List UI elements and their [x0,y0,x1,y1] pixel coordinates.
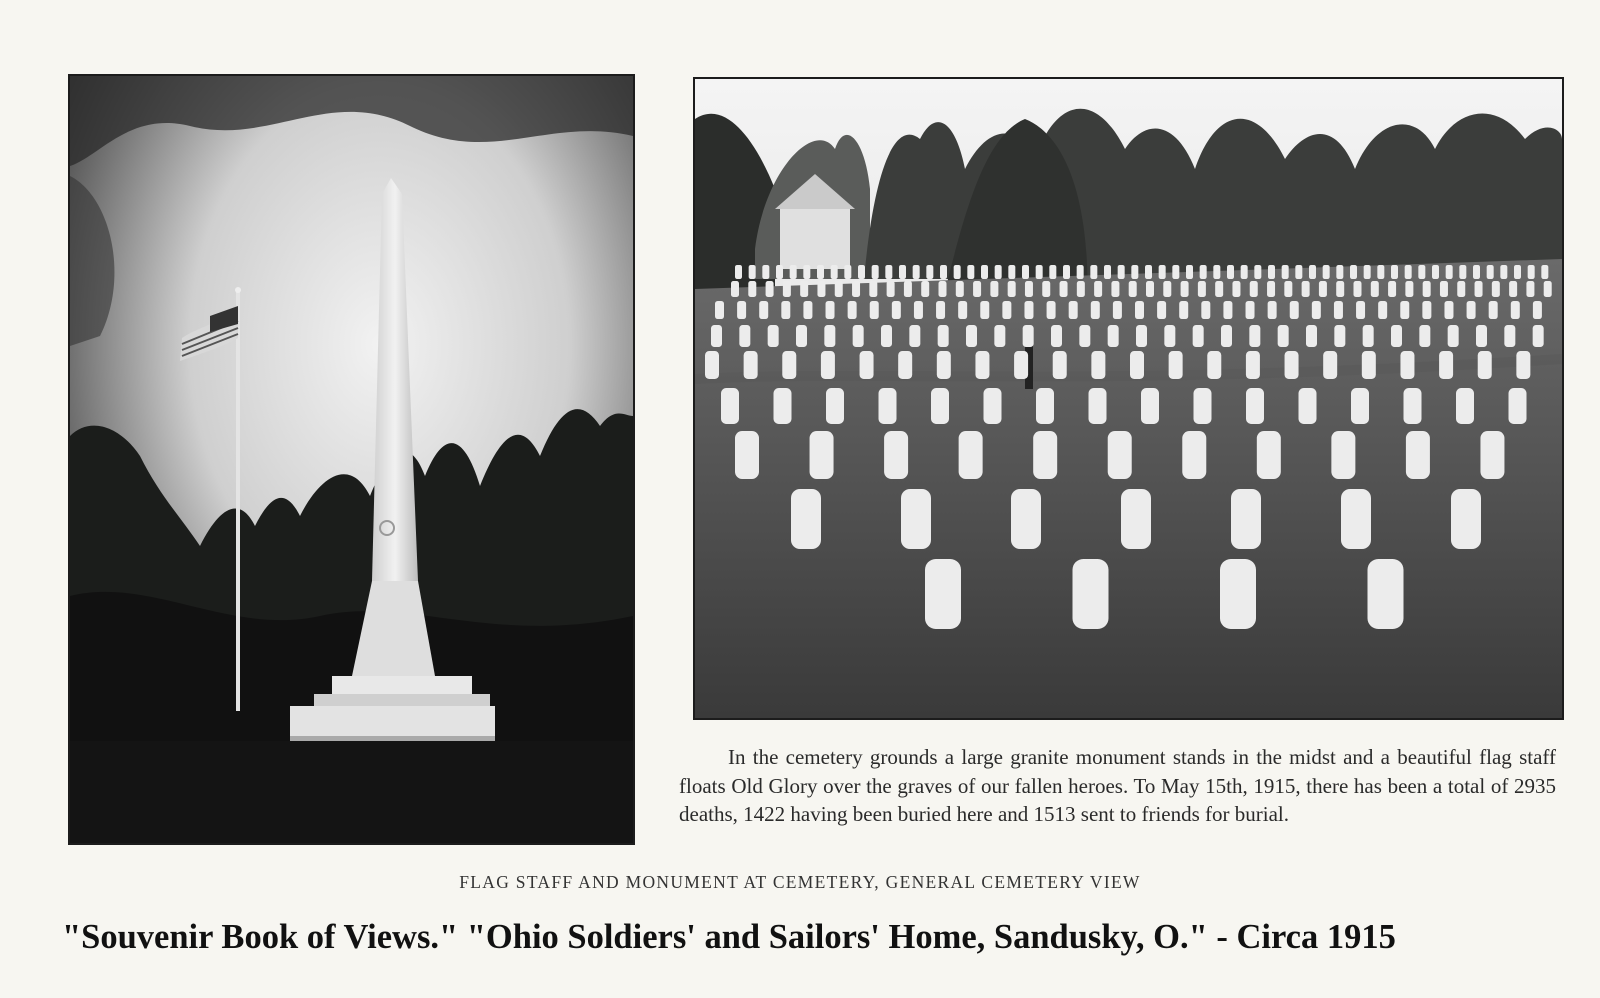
headstone [1432,265,1439,279]
headstone [1207,351,1221,379]
headstone [1036,265,1043,279]
headstone [762,265,769,279]
headstone [1047,301,1056,319]
headstone [1528,265,1535,279]
headstone [735,265,742,279]
headstone [884,431,908,479]
headstone [1108,431,1132,479]
headstone [980,301,989,319]
headstone [1135,301,1144,319]
cemetery-photo-image [695,79,1562,718]
headstone [1215,281,1223,297]
headstone [1268,301,1277,319]
headstone [1533,301,1542,319]
headstone [1278,325,1289,347]
headstone [1295,265,1302,279]
monument-photo-image [70,76,633,843]
headstone [1246,301,1255,319]
headstone [1023,325,1034,347]
headstone [1302,281,1310,297]
headstone [936,301,945,319]
headstone [1008,265,1015,279]
headstone [901,489,931,549]
headstone [1181,281,1189,297]
headstone [1077,265,1084,279]
headstone [1478,351,1492,379]
headstone [1249,325,1260,347]
headstone [1130,351,1144,379]
headstone [1232,281,1240,297]
book-title: "Souvenir Book of Views." "Ohio Soldiers' and Sailors' Home, Sandusky, O." - Circa 1915 [62,918,1396,956]
headstone [744,351,758,379]
headstone [1492,281,1500,297]
headstone [1312,301,1321,319]
headstone [1049,265,1056,279]
headstone [1108,325,1119,347]
headstone [1391,325,1402,347]
headstone [879,388,897,424]
headstone [1423,281,1431,297]
headstone [1487,265,1494,279]
headstone [1391,265,1398,279]
headstone [1533,325,1544,347]
headstone [759,301,768,319]
headstone [721,388,739,424]
headstone [913,265,920,279]
headstone [831,265,838,279]
headstone [748,281,756,297]
headstone [1113,301,1122,319]
headstone [1451,489,1481,549]
headstone [967,265,974,279]
headstone [1362,351,1376,379]
headstone [1544,281,1552,297]
headstone [1514,265,1521,279]
headstone [1290,301,1299,319]
headstone [995,265,1002,279]
headstone [1480,431,1504,479]
headstone [1136,325,1147,347]
headstone [925,559,961,629]
headstone [984,388,1002,424]
headstone [1091,301,1100,319]
headstone [1516,351,1530,379]
headstone [1439,351,1453,379]
headstone [803,265,810,279]
headstone [1091,351,1105,379]
headstone [937,351,951,379]
headstone [1194,388,1212,424]
headstone [1131,265,1138,279]
headstone [1541,265,1548,279]
headstone [1179,301,1188,319]
monument-photo [68,74,635,845]
headstone [1213,265,1220,279]
headstone [1526,281,1534,297]
headstone [1069,301,1078,319]
headstone [1129,281,1137,297]
headstone [1141,388,1159,424]
headstone [781,301,790,319]
headstone [735,431,759,479]
headstone [1404,388,1422,424]
headstone [1285,351,1299,379]
headstone [1356,301,1365,319]
headstone [1448,325,1459,347]
headstone [826,301,835,319]
headstone [1368,559,1404,629]
headstone [1036,388,1054,424]
headstone [731,281,739,297]
headstone [1444,301,1453,319]
headstone [1257,431,1281,479]
headstone [790,265,797,279]
headstone [835,281,843,297]
headstone [1172,265,1179,279]
headstone [858,265,865,279]
headstone [826,388,844,424]
headstone [1053,351,1067,379]
headstone [1446,265,1453,279]
description-paragraph: In the cemetery grounds a large granite monument stands in the midst and a beautiful flag staff floats Old Glory over the graves of our fallen heroes. To May 15th, 1915, there has been a total of 2935 deaths, 1422 having been buried here and 1513 sent to friends for burial. [679,745,1556,826]
headstone [860,351,874,379]
headstone [1246,388,1264,424]
headstone [1299,388,1317,424]
headstone [1405,281,1413,297]
headstone [872,265,879,279]
headstone [1440,281,1448,297]
headstone [1014,351,1028,379]
cemetery-photo [693,77,1564,720]
headstone [914,301,923,319]
headstone [1159,265,1166,279]
headstone [898,351,912,379]
headstone [1182,431,1206,479]
headstone [1090,265,1097,279]
headstone [1405,265,1412,279]
headstone [1319,281,1327,297]
headstone [817,265,824,279]
headstone [853,325,864,347]
headstone [783,281,791,297]
headstone [749,265,756,279]
headstone [1459,265,1466,279]
headstone [1422,301,1431,319]
headstone [958,301,967,319]
headstone [1371,281,1379,297]
headstone [1022,265,1029,279]
headstone [870,301,879,319]
headstone [1500,265,1507,279]
headstone [1400,301,1409,319]
headstone [1323,265,1330,279]
headstone [1063,265,1070,279]
headstone [990,281,998,297]
headstone [774,388,792,424]
headstone [899,265,906,279]
headstone [705,351,719,379]
headstone [956,281,964,297]
headstone [892,301,901,319]
headstone [959,431,983,479]
headstone [1400,351,1414,379]
headstone [1051,325,1062,347]
headstone [1363,325,1374,347]
headstone [791,489,821,549]
headstone [1323,351,1337,379]
headstone [1164,325,1175,347]
headstone [1157,301,1166,319]
headstone [1364,265,1371,279]
headstone [766,281,774,297]
headstone [824,325,835,347]
headstone [1489,301,1498,319]
headstone [1509,281,1517,297]
headstone [1227,265,1234,279]
headstone [975,351,989,379]
headstone [1250,281,1258,297]
headstone [885,265,892,279]
headstone [1163,281,1171,297]
headstone [848,301,857,319]
headstone [1111,281,1119,297]
headstone [1089,388,1107,424]
headstone [1284,281,1292,297]
headstone [938,325,949,347]
headstone [994,325,1005,347]
headstone [737,301,746,319]
headstone [1024,301,1033,319]
headstone [768,325,779,347]
headstone [1201,301,1210,319]
headstone [973,281,981,297]
headstone [1079,325,1090,347]
headstone [739,325,750,347]
headstone [981,265,988,279]
headstone [1220,559,1256,629]
headstone [939,281,947,297]
headstone [1456,388,1474,424]
headstone [1354,281,1362,297]
headstone [966,325,977,347]
headstone [817,281,825,297]
headstone [1388,281,1396,297]
headstone [1268,265,1275,279]
headstone [1241,265,1248,279]
headstone [711,325,722,347]
headstone [1121,489,1151,549]
headstone [1231,489,1261,549]
headstone [1198,281,1206,297]
headstone [869,281,877,297]
headstone [1267,281,1275,297]
headstone [926,265,933,279]
headstone [776,265,783,279]
headstone [1331,431,1355,479]
headstone [1146,281,1154,297]
headstone [1377,265,1384,279]
headstone [954,265,961,279]
headstone [1378,301,1387,319]
headstone [881,325,892,347]
headstone [1282,265,1289,279]
headstone [1246,351,1260,379]
headstone [1254,265,1261,279]
headstone [1060,281,1068,297]
headstone [1476,325,1487,347]
headstone [1073,559,1109,629]
headstone [1193,325,1204,347]
headstone [1334,301,1343,319]
headstone [1077,281,1085,297]
headstone [1509,388,1527,424]
headstone [940,265,947,279]
headstone [1104,265,1111,279]
headstone [1025,281,1033,297]
headstone [800,281,808,297]
headstone [1033,431,1057,479]
headstone [1475,281,1483,297]
headstone [1200,265,1207,279]
headstone [1334,325,1345,347]
headstone [844,265,851,279]
headstone [1341,489,1371,549]
headstone [782,351,796,379]
headstone [904,281,912,297]
headstone [1418,265,1425,279]
headstone [1511,301,1520,319]
headstone [1306,325,1317,347]
headstone [909,325,920,347]
headstone [1011,489,1041,549]
headstone [1145,265,1152,279]
headstone [821,351,835,379]
headstone [1309,265,1316,279]
headstone [1094,281,1102,297]
headstone [1223,301,1232,319]
headstone [852,281,860,297]
headstone [715,301,724,319]
headstone [803,301,812,319]
headstone [1169,351,1183,379]
plate-caption: FLAG STAFF AND MONUMENT AT CEMETERY, GENERAL CEMETERY VIEW [459,872,1141,892]
headstone [1221,325,1232,347]
headstone [1350,265,1357,279]
headstone [921,281,929,297]
headstone [796,325,807,347]
headstone [810,431,834,479]
headstone [1042,281,1050,297]
headstone [1186,265,1193,279]
headstone [1336,281,1344,297]
headstone [1351,388,1369,424]
headstone [887,281,895,297]
headstone [1008,281,1016,297]
headstone [1457,281,1465,297]
headstone [1406,431,1430,479]
headstone [1336,265,1343,279]
headstone [1419,325,1430,347]
headstone [1473,265,1480,279]
headstone [1504,325,1515,347]
headstone [1002,301,1011,319]
headstone [1467,301,1476,319]
headstone [1118,265,1125,279]
headstone [931,388,949,424]
